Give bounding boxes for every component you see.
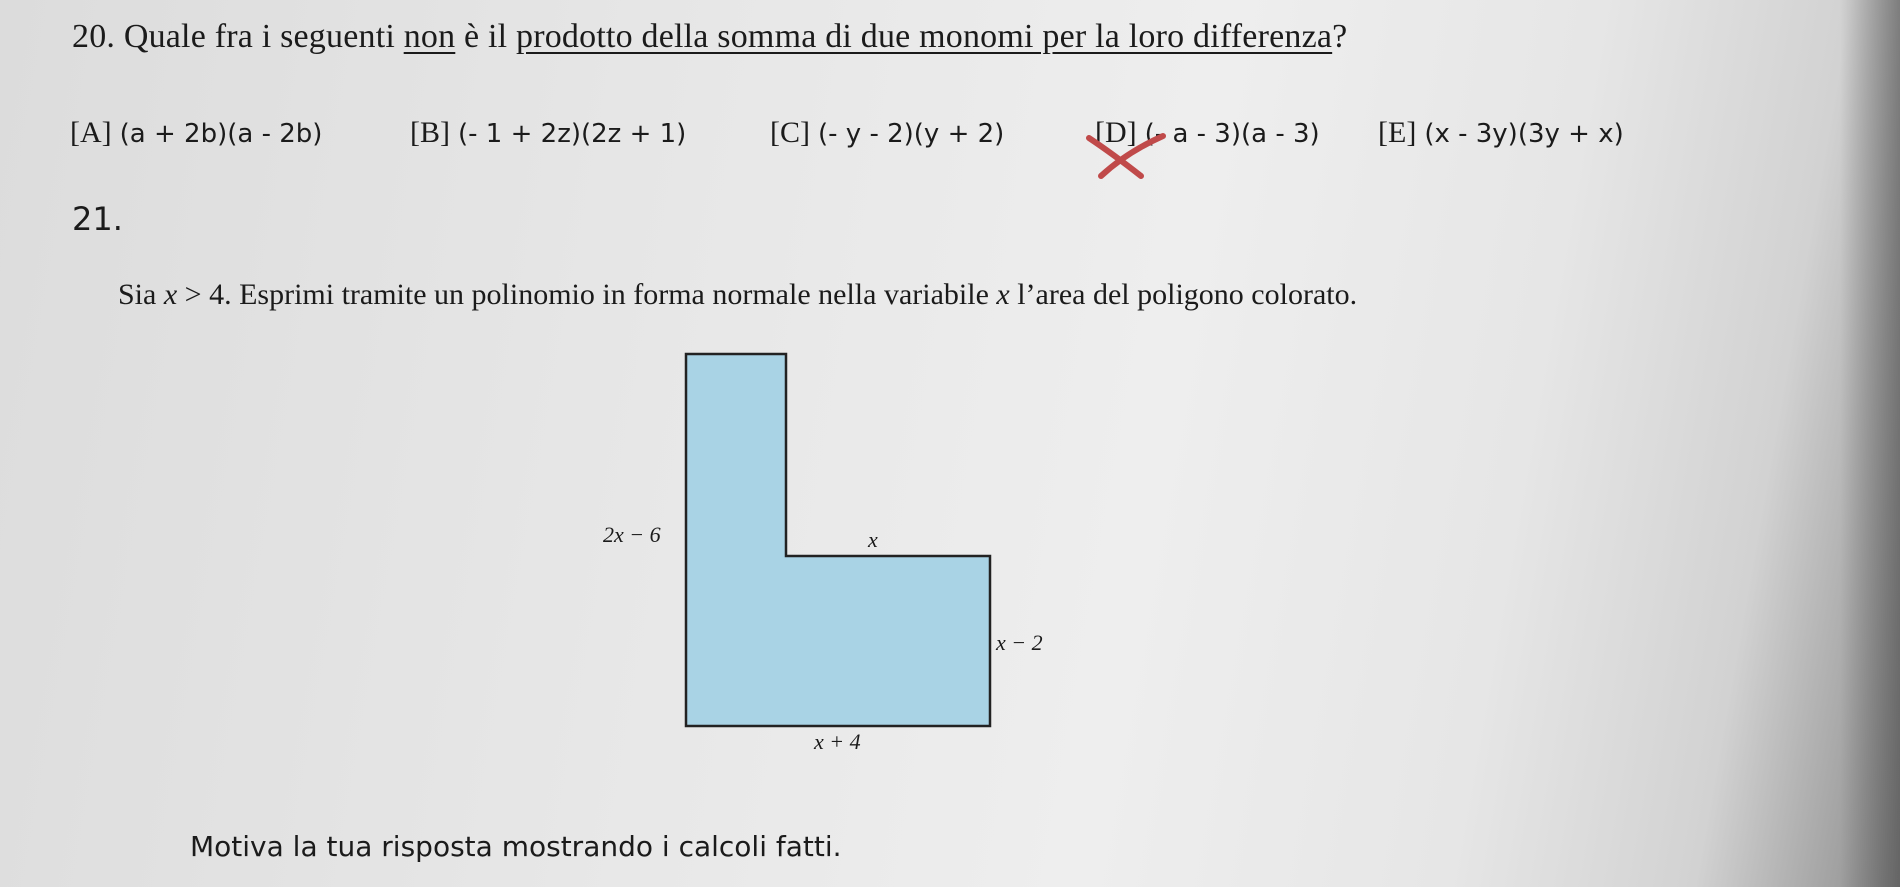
question-21-text-before: Sia bbox=[118, 278, 157, 311]
dimension-label-bottom: x + 4 bbox=[814, 729, 861, 754]
option-b-expression: (- 1 + 2z)(2z + 1) bbox=[458, 119, 687, 149]
question-20-underlined-word: non bbox=[403, 18, 456, 55]
option-d-expression: (- a - 3)(a - 3) bbox=[1144, 119, 1320, 149]
dimension-label-top-step: x bbox=[868, 527, 878, 552]
question-21-text-end: l’area del poligono colorato. bbox=[1017, 278, 1358, 311]
question-21-number: 21. bbox=[72, 200, 123, 238]
colored-polygon bbox=[686, 354, 990, 726]
option-c-label: [C] bbox=[770, 116, 810, 149]
question-20-number: 20. bbox=[72, 18, 116, 55]
option-a-expression: (a + 2b)(a - 2b) bbox=[119, 119, 323, 149]
option-e-label: [E] bbox=[1378, 116, 1417, 149]
option-c[interactable] bbox=[770, 116, 1004, 150]
question-21-inequality: > 4. Esprimi tramite un polinomio in forma normale nella variabile bbox=[184, 278, 989, 311]
option-b-label: [B] bbox=[410, 116, 450, 149]
dimension-label-right: x − 2 bbox=[996, 630, 1043, 655]
question-20-text-before: Quale fra i seguenti bbox=[123, 18, 395, 55]
option-c-expression: (- y - 2)(y + 2) bbox=[818, 119, 1005, 149]
question-21-variable: x bbox=[163, 278, 178, 311]
dimension-label-left: 2x − 6 bbox=[603, 522, 661, 547]
option-d-label: [D] bbox=[1095, 116, 1137, 149]
page-edge-shadow bbox=[1840, 0, 1900, 887]
question-20-text-middle: è il bbox=[464, 18, 508, 55]
question-21-variable-2: x bbox=[996, 278, 1010, 311]
instruction-footer: Motiva la tua risposta mostrando i calcoli fatti. bbox=[190, 830, 842, 863]
option-b[interactable] bbox=[410, 116, 686, 150]
question-21-text bbox=[118, 278, 1357, 312]
option-e[interactable] bbox=[1378, 116, 1624, 150]
option-a[interactable] bbox=[70, 116, 322, 150]
option-a-label: [A] bbox=[70, 116, 112, 149]
question-20-text bbox=[72, 18, 1347, 56]
question-20-underlined-phrase: prodotto della somma di due monomi per la loro differenza bbox=[516, 18, 1333, 55]
option-e-expression: (x - 3y)(3y + x) bbox=[1424, 119, 1624, 149]
handwritten-cross-icon bbox=[1083, 132, 1167, 180]
question-20-question-mark: ? bbox=[1332, 18, 1348, 55]
